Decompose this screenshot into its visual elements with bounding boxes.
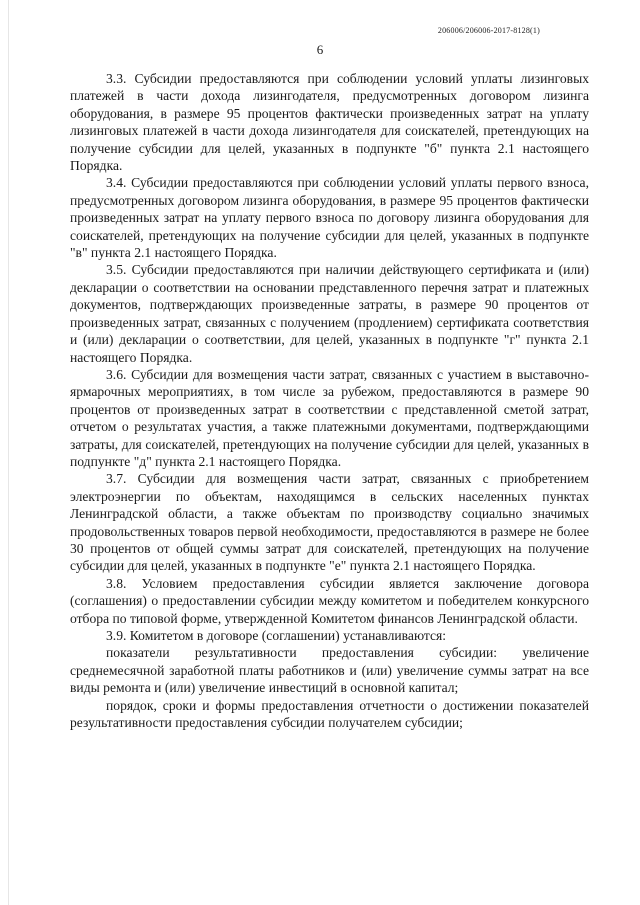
document-id: 206006/206006-2017-8128(1) [437,26,540,35]
paragraph-performance-indicators: показатели результативности предоставления субсидии: увеличение среднемесячной заработной платы работников и (или) увеличение суммы затрат на все виды ремонта и (или) увеличение инвестиций в основной капитал; [70,645,589,696]
paragraph-3-4: 3.4. Субсидии предоставляются при соблюдении условий уплаты первого взноса, предусмотренных договором лизинга оборудования, в размере 95 процентов фактически произведенных затрат на уплату первого взноса по договору лизинга оборудования для соискателей, претендующих на получение субсидии для целей, указанных в подпункте "в" пункта 2.1 настоящего Порядка. [70,175,589,261]
paragraph-3-3: 3.3. Субсидии предоставляются при соблюдении условий уплаты лизинговых платежей в части дохода лизингодателя, предусмотренных договором лизинга оборудования, в размере 95 процентов фактически произведенных затрат на уплату лизинговых платежей в части дохода лизингодателя для соискателей, претендующих на получение субсидии для целей, указанных в подпункте "б" пункта 2.1 настоящего Порядка. [70,71,589,174]
paragraph-3-5: 3.5. Субсидии предоставляются при наличии действующего сертификата и (или) декларации о соответствии на основании представленного перечня затрат и платежных документов, подтверждающих произведенные затраты, в размере 90 процентов от произведенных затрат, связанных с получением (продлением) сертификата соответствия и (или) декларации о соответствии, для целей, указанных в подпункте "г" пункта 2.1 настоящего Порядка. [70,262,589,365]
paragraph-3-6: 3.6. Субсидии для возмещения части затрат, связанных с участием в выставочно-ярмарочных мероприятиях, в том числе за рубежом, предоставляются в размере 90 процентов от произведенных затрат в соответствии с представленной сметой затрат, отчетом о результатах участия, а также платежными документами, подтверждающими затраты, для соискателей, претендующих на получение субсидии для целей, указанных в подпункте "д" пункта 2.1 настоящего Порядка. [70,366,589,469]
document-body [70,70,589,731]
scan-edge-line [8,0,9,905]
paragraph-reporting-procedure: порядок, сроки и формы предоставления отчетности о достижении показателей результативности предоставления субсидии получателем субсидии; [70,697,589,731]
paragraph-3-7: 3.7. Субсидии для возмещения части затрат, связанных с приобретением электроэнергии по объектам, находящимся в сельских населенных пунктах Ленинградской области, а также объектам по производству социально значимых продовольственных товаров первой необходимости, предоставляются в размере не более 30 процентов от общей суммы затрат для соискателей, претендующих на получение субсидии для целей, указанных в подпункте "е" пункта 2.1 настоящего Порядка. [70,471,589,574]
paragraph-3-9: 3.9. Комитетом в договоре (соглашении) устанавливаются: [106,628,447,643]
paragraph-3-8: 3.8. Условием предоставления субсидии является заключение договора (соглашения) о предоставлении субсидии между комитетом и победителем конкурсного отбора по типовой форме, утвержденной Комитетом финансов Ленинградской области. [70,575,589,626]
page-number: 6 [316,42,324,57]
